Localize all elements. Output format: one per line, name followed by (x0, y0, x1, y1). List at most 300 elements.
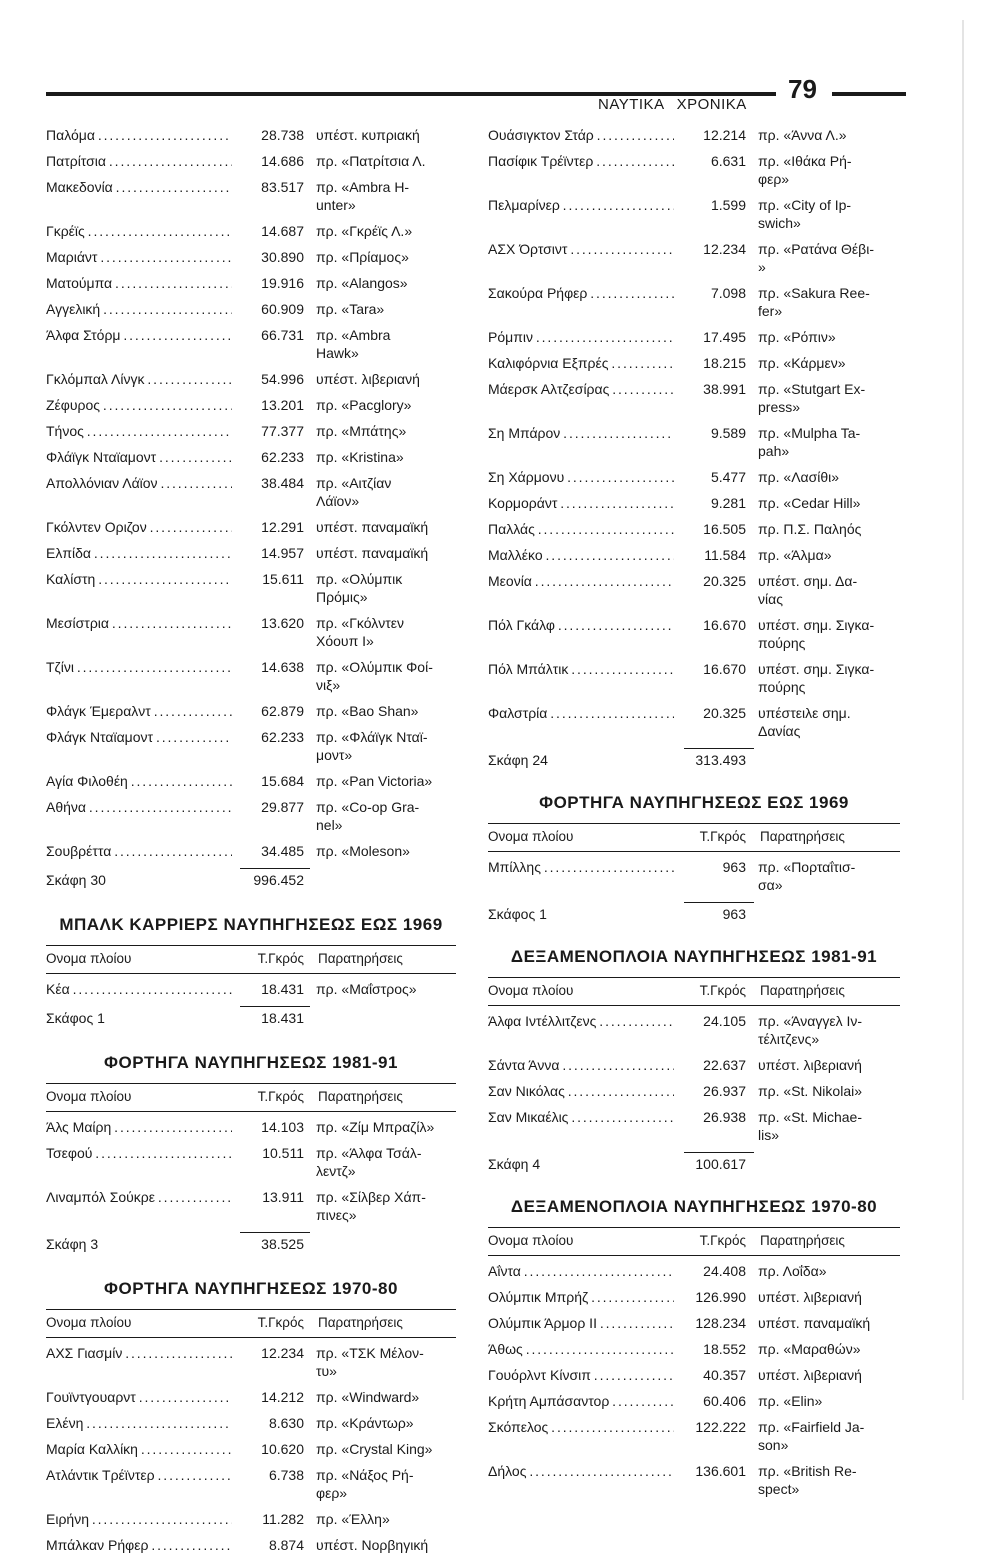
ship-row (46, 798, 456, 834)
gross-tonnage: 126.990 (695, 1289, 746, 1305)
ship-note: πρ. «Ολύμπικ Πρόμις» (316, 571, 403, 605)
gross-tonnage: 14.957 (261, 545, 304, 561)
gross-tonnage: 13.620 (261, 615, 304, 631)
ship-note: πρ. «Κράντωρ» (316, 1415, 414, 1431)
ship-row (46, 1414, 456, 1432)
header-name: Ονομα πλοίου (46, 1315, 132, 1330)
ship-name (488, 858, 674, 876)
header-notes: Παρατηρήσεις (760, 1233, 845, 1248)
total-value: 100.617 (695, 1156, 746, 1172)
leader-dots (89, 1511, 232, 1527)
ship-note: πρ. «Έλλη» (316, 1511, 390, 1527)
leader-dots (145, 371, 233, 387)
ship-row (488, 616, 900, 652)
header-notes: Παρατηρήσεις (760, 829, 845, 844)
left-column (46, 126, 456, 1554)
leader-dots (557, 495, 674, 511)
ship-note: πρ. «Pacglory» (316, 397, 412, 413)
section-title: ΦΟΡΤΗΓΑ ΝΑΥΠΗΓΗΣΕΩΣ 1981-91 (104, 1053, 398, 1072)
ship-name (46, 798, 232, 816)
ship-name-text: Ολύμπικ Μπρήζ (488, 1289, 589, 1305)
ship-name (488, 1262, 674, 1280)
cargo-1981-list (46, 1118, 456, 1224)
ship-row (488, 126, 900, 144)
gross-tonnage: 38.991 (703, 381, 746, 397)
ship-name-text: Ση Χάρμονυ (488, 469, 565, 485)
ship-row (488, 380, 900, 416)
ship-row (46, 1440, 456, 1458)
total-rule (240, 868, 310, 869)
gross-tonnage: 18.431 (261, 981, 304, 997)
gross-tonnage: 128.234 (695, 1315, 746, 1331)
ship-name-text: Καλιφόρνια Εξπρές (488, 355, 609, 371)
leader-dots (120, 327, 232, 343)
ship-row (488, 1418, 900, 1454)
ship-note: πρ. «Φλάϊγκ Νταϊ- μοντ» (316, 729, 428, 763)
gross-tonnage: 83.517 (261, 179, 304, 195)
ship-note: πρ. «Alangos» (316, 275, 408, 291)
gross-tonnage: 40.357 (703, 1367, 746, 1383)
gross-tonnage: 20.325 (703, 573, 746, 589)
header-name: Ονομα πλοίου (46, 1089, 132, 1104)
ship-row (46, 980, 456, 998)
leader-dots (84, 423, 232, 439)
ship-name-text: Παλλάς (488, 521, 535, 537)
ship-name (488, 1108, 674, 1126)
ship-note: πρ. «Πατρίτσια Λ. (316, 153, 426, 169)
gross-tonnage: 14.687 (261, 223, 304, 239)
page-number: 79 (788, 74, 817, 104)
ship-name (488, 1462, 674, 1480)
ship-name (46, 448, 232, 466)
total-value: 996.452 (253, 872, 304, 888)
leader-dots (568, 1109, 674, 1125)
leader-dots (565, 1083, 674, 1099)
ship-note: πρ. «Μαΐστρος» (316, 981, 417, 997)
ship-row (488, 494, 900, 512)
ship-note: πρ. «Πρίαμος» (316, 249, 409, 265)
ship-note: πρ. «Ιθάκα Ρή- φερ» (758, 153, 852, 187)
total-row (46, 1235, 456, 1253)
ship-note: πρ. «Μπάτης» (316, 423, 407, 439)
ship-note: πρ. Λοΐδα» (758, 1263, 827, 1279)
leader-dots (138, 1441, 232, 1457)
gross-tonnage: 5.477 (710, 469, 746, 485)
total-row (488, 1155, 900, 1173)
ship-row (46, 274, 456, 292)
ship-row (46, 396, 456, 414)
tanker-1970-list (488, 1262, 900, 1498)
ship-name-text: Μπίλλης (488, 859, 541, 875)
running-title-part: ΧΡΟΝΙΚΑ (676, 96, 747, 113)
gross-tonnage: 16.670 (703, 661, 746, 677)
ship-name (488, 546, 674, 564)
ship-note: υπέστ. λιβεριανή (758, 1057, 862, 1073)
section-bulk-1969 (46, 915, 456, 1027)
ship-note: πρ. «Ambra Hawk» (316, 327, 391, 361)
gross-tonnage: 54.996 (261, 371, 304, 387)
ship-row (488, 284, 900, 320)
leader-dots (564, 469, 674, 485)
ship-name (46, 728, 232, 746)
cargo-1970-list (46, 1344, 456, 1554)
ship-name-text: Άλφα Ιντέλλιτζενς (488, 1013, 597, 1029)
leader-dots (153, 729, 232, 745)
leader-dots (156, 449, 232, 465)
total-value: 38.525 (261, 1236, 304, 1252)
ship-name (488, 468, 674, 486)
header-tonnage: Τ.Γκρός (257, 1089, 304, 1104)
section-cargo-1969 (488, 793, 900, 923)
ship-row (488, 546, 900, 564)
ship-name (488, 328, 674, 346)
ship-name (488, 520, 674, 538)
total-row (488, 905, 900, 923)
ship-row (488, 1392, 900, 1410)
leader-dots (97, 249, 232, 265)
leader-dots (100, 301, 232, 317)
ship-name (46, 1440, 232, 1458)
ship-name (488, 616, 674, 634)
ship-row (46, 1118, 456, 1136)
total-row (46, 871, 456, 889)
gross-tonnage: 28.738 (261, 127, 304, 143)
ship-name (46, 570, 232, 588)
ship-row (46, 570, 456, 606)
leader-dots (521, 1263, 674, 1279)
gross-tonnage: 11.282 (262, 1511, 304, 1527)
page-edge-shadow (962, 20, 964, 1400)
ship-name-text: Αΐντα (488, 1263, 521, 1279)
leader-dots (523, 1341, 674, 1357)
ship-row (46, 1510, 456, 1528)
ship-row (488, 660, 900, 696)
total-rule (240, 1232, 310, 1233)
leader-dots (85, 223, 232, 239)
ship-name-text: Άθως (488, 1341, 523, 1357)
ship-name (46, 1144, 232, 1162)
ship-row (488, 468, 900, 486)
ship-note: πρ. «Αιτζίαν Λάϊον» (316, 475, 392, 509)
table-header (46, 946, 456, 973)
leader-dots (587, 285, 674, 301)
total-value: 313.493 (695, 752, 746, 768)
ship-name (46, 1466, 232, 1484)
table-header (488, 978, 900, 1005)
leader-dots (86, 799, 232, 815)
gross-tonnage: 10.511 (262, 1145, 304, 1161)
ship-name-text: Σαν Μικαέλις (488, 1109, 569, 1125)
ship-note: υπέστ. λιβεριανή (316, 371, 420, 387)
table-header (488, 824, 900, 851)
ship-note: πρ. «Sakura Ree- fer» (758, 285, 870, 319)
ship-name (46, 518, 232, 536)
table-header-underline (46, 1111, 456, 1112)
ship-name-text: Αγγελική (46, 301, 101, 317)
running-title-part: ΝΑΥΤΙΚΑ (598, 96, 665, 113)
gross-tonnage: 62.879 (261, 703, 304, 719)
header-name: Ονομα πλοίου (488, 983, 574, 998)
header-notes: Παρατηρήσεις (318, 951, 403, 966)
total-label: Σκάφη 24 (488, 752, 548, 768)
gross-tonnage: 7.098 (710, 285, 746, 301)
leader-dots (151, 703, 232, 719)
ship-name (46, 152, 232, 170)
gross-tonnage: 14.103 (261, 1119, 304, 1135)
ship-row (46, 1536, 456, 1554)
ship-name (46, 702, 232, 720)
gross-tonnage: 26.938 (703, 1109, 746, 1125)
gross-tonnage: 136.601 (695, 1463, 746, 1479)
ship-name (488, 1056, 674, 1074)
gross-tonnage: 6.631 (710, 153, 746, 169)
header-tonnage: Τ.Γκρός (699, 829, 746, 844)
gross-tonnage: 19.916 (261, 275, 304, 291)
ship-note: υπέστ. σημ. Δα- νίας (758, 573, 858, 607)
ship-name-text: Μαριάντ (46, 249, 98, 265)
ship-name-text: Ελένη (46, 1415, 84, 1431)
ship-name (46, 326, 232, 344)
bulk-1969-list (46, 980, 456, 998)
gross-tonnage: 10.620 (261, 1441, 304, 1457)
ship-row (46, 1466, 456, 1502)
ship-name-text: Μαλλέκο (488, 547, 543, 563)
ship-row (488, 1366, 900, 1384)
header-notes: Παρατηρήσεις (318, 1315, 403, 1330)
ship-name (46, 274, 232, 292)
leader-dots (526, 1463, 674, 1479)
ship-name-text: Φλάγκ Έμεραλντ (46, 703, 151, 719)
ship-note: πρ. «St. Nikolai» (758, 1083, 862, 1099)
ship-name (488, 660, 674, 678)
gross-tonnage: 16.505 (703, 521, 746, 537)
ship-note: πρ. «British Re- spect» (758, 1463, 857, 1497)
ship-row (46, 1388, 456, 1406)
ship-name (488, 572, 674, 590)
ship-name-text: Ση Μπάρον (488, 425, 561, 441)
ship-row (46, 474, 456, 510)
left-top-list (46, 126, 456, 860)
ship-name (46, 1118, 232, 1136)
total-label: Σκάφος 1 (46, 1010, 105, 1026)
ship-name (488, 1082, 674, 1100)
ship-name-text: Ελπίδα (46, 545, 91, 561)
total-label: Σκάφη 30 (46, 872, 106, 888)
leader-dots (136, 1389, 232, 1405)
ship-row (488, 196, 900, 232)
total-rule (684, 1152, 754, 1153)
ship-note: υπέστ. παναμαϊκή (316, 519, 429, 535)
ship-name-text: Άλφα Στόρμ (46, 327, 121, 343)
gross-tonnage: 17.495 (703, 329, 746, 345)
ship-name (46, 300, 232, 318)
ship-name (46, 772, 232, 790)
gross-tonnage: 14.686 (261, 153, 304, 169)
header-name: Ονομα πλοίου (488, 1233, 574, 1248)
ship-name-text: Πελμαρίνερ (488, 197, 560, 213)
ship-name-text: Ρόμπιν (488, 329, 533, 345)
total-row (46, 1009, 456, 1027)
ship-name (488, 494, 674, 512)
leader-dots (113, 179, 232, 195)
ship-name (488, 1288, 674, 1306)
ship-name-text: Αθήνα (46, 799, 87, 815)
leader-dots (596, 1013, 674, 1029)
ship-row (46, 448, 456, 466)
gross-tonnage: 20.325 (703, 705, 746, 721)
ship-name (488, 704, 674, 722)
ship-note: υπέστ. σημ. Σιγκα- πούρης (758, 661, 875, 695)
gross-tonnage: 66.731 (261, 327, 304, 343)
ship-name-text: Πατρίτσια (46, 153, 106, 169)
ship-name (46, 1536, 232, 1554)
ship-name-text: Μακεδονία (46, 179, 113, 195)
leader-dots (588, 1289, 674, 1305)
ship-note: πρ. «City of Ip- swich» (758, 197, 852, 231)
leader-dots (543, 547, 674, 563)
total-label: Σκάφη 3 (46, 1236, 99, 1252)
gross-tonnage: 18.552 (703, 1341, 746, 1357)
leader-dots (128, 773, 232, 789)
ship-name (488, 1418, 674, 1436)
ship-name-text: Καλίστη (46, 571, 96, 587)
leader-dots (593, 153, 674, 169)
table-header-underline (488, 1005, 900, 1006)
header-tonnage: Τ.Γκρός (699, 983, 746, 998)
ship-row (488, 1288, 900, 1306)
leader-dots (95, 127, 232, 143)
leader-dots (547, 705, 674, 721)
leader-dots (560, 425, 674, 441)
gross-tonnage: 38.484 (261, 475, 304, 491)
header-rule-right (832, 92, 906, 96)
ship-note: πρ. «Elin» (758, 1393, 823, 1409)
ship-row (488, 152, 900, 188)
total-rule (240, 1006, 310, 1007)
ship-name (46, 1188, 232, 1206)
gross-tonnage: 22.637 (703, 1057, 746, 1073)
leader-dots (158, 475, 232, 491)
ship-note: πρ. «Bao Shan» (316, 703, 419, 719)
ship-name (46, 222, 232, 240)
ship-row (46, 772, 456, 790)
ship-note: πρ. «Ρόπιν» (758, 329, 836, 345)
total-label: Σκάφος 1 (488, 906, 547, 922)
total-label: Σκάφη 4 (488, 1156, 541, 1172)
leader-dots (100, 397, 232, 413)
ship-name (488, 284, 674, 302)
ship-note: πρ. «Πορταΐτισ- σα» (758, 859, 856, 893)
ship-name-text: Σάντα Άννα (488, 1057, 560, 1073)
tanker-1981-list (488, 1012, 900, 1144)
gross-tonnage: 12.291 (261, 519, 304, 535)
ship-name-text: Σκόπελος (488, 1419, 549, 1435)
ship-name (488, 1340, 674, 1358)
ship-row (488, 1056, 900, 1074)
section-title: ΦΟΡΤΗΓΑ ΝΑΥΠΗΓΗΣΕΩΣ ΕΩΣ 1969 (539, 793, 849, 812)
gross-tonnage: 1.599 (710, 197, 746, 213)
leader-dots (591, 1367, 674, 1383)
ship-row (46, 658, 456, 694)
ship-name (46, 1344, 232, 1362)
ship-name-text: Φλάγκ Νταϊαμοντ (46, 729, 154, 745)
table-header-underline (488, 851, 900, 852)
leader-dots (541, 859, 674, 875)
total-value: 963 (722, 906, 746, 922)
ship-name-text: Ατλάντικ Τρέϊντερ (46, 1467, 155, 1483)
ship-row (46, 1188, 456, 1224)
leader-dots (106, 153, 232, 169)
ship-note: υπέστ. Νορβηγική (316, 1537, 429, 1553)
ship-name (46, 842, 232, 860)
ship-name-text: Ζέφυρος (46, 397, 101, 413)
ship-note: πρ. «St. Michae- lis» (758, 1109, 862, 1143)
ship-note: υπέστ. σημ. Σιγκα- πούρης (758, 617, 875, 651)
leader-dots (568, 661, 674, 677)
ship-note: πρ. «Άλφα Τσάλ- λεντζ» (316, 1145, 422, 1179)
ship-name-text: Γκρέϊς (46, 223, 85, 239)
table-header (488, 1228, 900, 1255)
ship-name-text: Μάερσκ Αλτζεσίρας (488, 381, 610, 397)
ship-name-text: Δήλος (488, 1463, 527, 1479)
ship-name-text: Γουόρλντ Κίνσιπ (488, 1367, 591, 1383)
ship-name-text: Πόλ Μπάλτικ (488, 661, 569, 677)
gross-tonnage: 18.215 (703, 355, 746, 371)
gross-tonnage: 29.877 (261, 799, 304, 815)
ship-name-text: Φλάϊγκ Νταϊαμοντ (46, 449, 157, 465)
ship-row (46, 178, 456, 214)
ship-row (46, 326, 456, 362)
ship-row (488, 1108, 900, 1144)
section-tanker-1970 (488, 1197, 900, 1498)
ship-note: πρ. «Άννα Λ.» (758, 127, 847, 143)
ship-note: πρ. «Fairfield Ja- son» (758, 1419, 865, 1453)
gross-tonnage: 77.377 (261, 423, 304, 439)
ship-name-text: Γκλόμπαλ Λίνγκ (46, 371, 145, 387)
ship-name (46, 1388, 232, 1406)
ship-row (488, 240, 900, 276)
ship-name-text: Ολύμπικ Άρμορ II (488, 1315, 597, 1331)
total-row (488, 751, 900, 769)
right-top-list (488, 126, 900, 740)
header-name: Ονομα πλοίου (46, 951, 132, 966)
gross-tonnage: 8.874 (268, 1537, 304, 1553)
gross-tonnage: 24.408 (703, 1263, 746, 1279)
ship-note: πρ. «Λασίθι» (758, 469, 840, 485)
ship-row (46, 614, 456, 650)
leader-dots (609, 1393, 674, 1409)
ship-row (488, 1082, 900, 1100)
ship-name (488, 1314, 674, 1332)
ship-note: πρ. «Γκρέϊς Λ.» (316, 223, 413, 239)
leader-dots (560, 197, 674, 213)
leader-dots (567, 241, 674, 257)
ship-name (46, 658, 232, 676)
leader-dots (532, 573, 674, 589)
ship-name-text: Σουβρέττα (46, 843, 112, 859)
ship-name-text: Ματούμπα (46, 275, 113, 291)
gross-tonnage: 11.584 (704, 547, 746, 563)
ship-note: πρ. «Ζίμ Μπραζίλ» (316, 1119, 435, 1135)
ship-note: πρ. «Άλμα» (758, 547, 832, 563)
total-value: 18.431 (261, 1010, 304, 1026)
ship-name-text: Κορμοράντ (488, 495, 558, 511)
gross-tonnage: 122.222 (695, 1419, 746, 1435)
ship-row (46, 300, 456, 318)
gross-tonnage: 60.909 (261, 301, 304, 317)
leader-dots (83, 1415, 232, 1431)
leader-dots (594, 127, 674, 143)
